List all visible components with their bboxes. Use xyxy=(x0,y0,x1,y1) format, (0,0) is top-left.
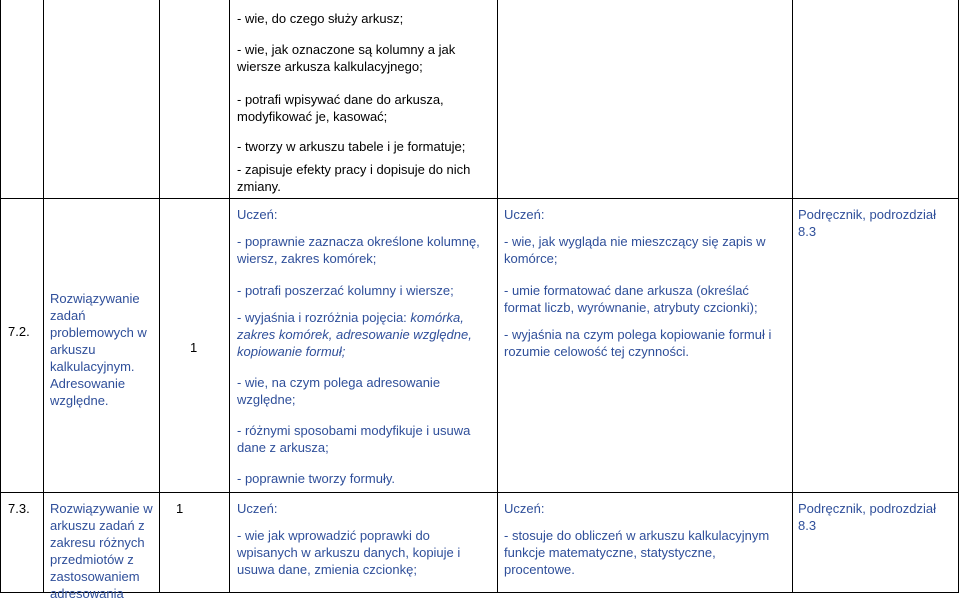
requirement-item: - potrafi wpisywać dane do arkusza, modyfikować je, kasować; xyxy=(237,92,444,124)
lesson-number: 7.3. xyxy=(8,501,30,516)
resource-cell: Podręcznik, podrozdział 8.3 xyxy=(798,501,937,533)
extended-requirements-cell xyxy=(504,206,786,267)
requirement-item: - poprawnie tworzy formuły. xyxy=(237,471,395,486)
lesson-topic: Rozwiązywanie zadań problemowych w arkuszu kalkulacyjnym. Adresowanie względne. xyxy=(50,291,147,408)
requirement-item: - umie formatować dane arkusza (określać format liczb, wyrównanie, atrybuty czcionki); xyxy=(504,283,758,315)
requirement-item: - wie, na czym polega adresowanie względne; xyxy=(237,375,441,407)
requirement-item: - poprawnie zaznacza określone kolumnę, wiersz, zakres komórek; xyxy=(237,234,480,266)
requirement-item: - wyjaśnia na czym polega kopiowanie formuł i rozumie celowość tej czynności. xyxy=(504,327,772,359)
table-border-left xyxy=(0,0,1,593)
requirement-item: - wie, jak wygląda nie mieszczący się zapis w komórce; xyxy=(504,234,766,266)
requirement-item: - wie, do czego służy arkusz; xyxy=(237,11,404,26)
lesson-topic: Rozwiązywanie w arkuszu zadań z zakresu różnych przedmiotów z zastosowaniem adresowania xyxy=(50,501,153,601)
column-divider xyxy=(497,0,498,593)
requirement-lead: - wyjaśnia i rozróżnia pojęcia: xyxy=(237,310,411,325)
extended-requirements-cell xyxy=(504,500,786,578)
basic-requirements-cell xyxy=(237,282,493,487)
column-divider xyxy=(229,0,230,593)
requirement-item: - wie, jak oznaczone są kolumny a jak wiersze arkusza kalkulacyjnego; xyxy=(237,42,456,74)
basic-requirements-cell xyxy=(237,206,493,267)
student-header: Uczeń: xyxy=(504,501,545,516)
requirement-item xyxy=(237,309,493,360)
requirement-item: - stosuje do obliczeń w arkuszu kalkulacyjnym funkcje matematyczne, statystyczne, procentowe. xyxy=(504,528,770,577)
student-header: Uczeń: xyxy=(237,501,278,516)
requirement-item: - różnymi sposobami modyfikuje i usuwa dane z arkusza; xyxy=(237,423,471,455)
column-divider xyxy=(159,0,160,593)
requirement-item: - tworzy w arkuszu tabele i je formatuje; xyxy=(237,139,466,154)
requirement-item: - wie jak wprowadzić poprawki do wpisanych w arkuszu danych, kopiuje i usuwa dane, zmienia czcionkę; xyxy=(237,528,461,577)
requirement-item: - potrafi poszerzać kolumny i wiersze; xyxy=(237,283,454,298)
lesson-hours: 1 xyxy=(176,501,184,516)
column-divider xyxy=(43,0,44,593)
row-divider xyxy=(0,198,959,199)
resource-cell: Podręcznik, podrozdział 8.3 xyxy=(798,207,937,239)
lesson-hours: 1 xyxy=(190,340,198,355)
row-divider xyxy=(0,492,959,493)
column-divider xyxy=(792,0,793,593)
basic-requirements-cell xyxy=(237,500,493,578)
student-header: Uczeń: xyxy=(237,207,278,222)
lesson-number: 7.2. xyxy=(8,324,30,339)
student-header: Uczeń: xyxy=(504,207,545,222)
extended-requirements-cell xyxy=(504,282,786,360)
requirement-item: - zapisuje efekty pracy i dopisuje do nich zmiany. xyxy=(237,162,471,194)
requirement-terms: komórka, zakres komórek, adresowanie względne, kopiowanie formuł; xyxy=(237,310,472,359)
basic-requirements-cell xyxy=(237,10,493,195)
